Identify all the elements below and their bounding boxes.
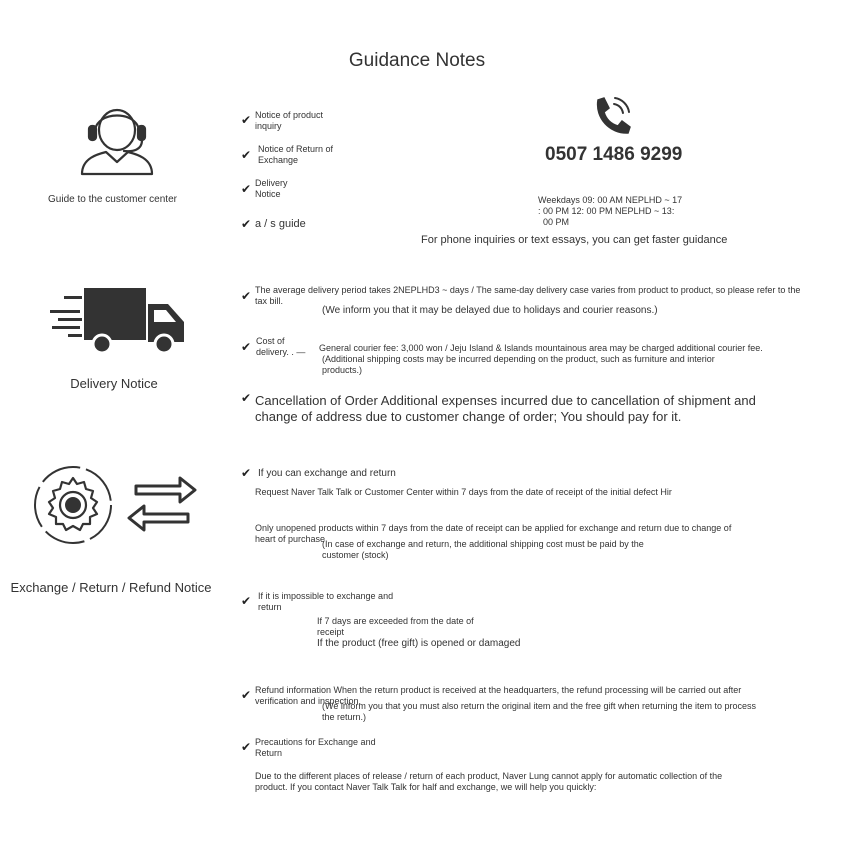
as-guide-item: a / s guide bbox=[255, 218, 306, 230]
check-icon: ✔ bbox=[241, 740, 252, 754]
product-inquiry-item: Notice of product inquiry bbox=[255, 110, 324, 131]
check-icon: ✔ bbox=[241, 113, 252, 127]
check-icon: ✔ bbox=[241, 594, 252, 608]
return-exchange-item: Notice of Return of Exchange bbox=[258, 144, 334, 165]
exceeded-text: If 7 days are exceeded from the date of receipt bbox=[317, 616, 474, 637]
delivery-cost-extra: (Additional shipping costs may be incurred depending on the product, such as furniture and interior products.) bbox=[322, 354, 715, 375]
request-text: Request Naver Talk Talk or Customer Center within 7 days from the date of receipt of the initial defect Hir bbox=[255, 487, 672, 497]
unopened-text: Only unopened products within 7 days from the date of receipt can be applied for exchange and return due to change of heart of purchase bbox=[255, 523, 732, 544]
refund-note: (We inform you that you must also return the original item and the free gift when returning the item to process the return.) bbox=[322, 701, 757, 722]
can-exchange-heading: If you can exchange and return bbox=[258, 468, 396, 479]
cancellation-note: Cancellation of Order Additional expenses incurred due to cancellation of shipment and change of address due to customer change of order; You should pay for it. bbox=[255, 393, 756, 424]
delivery-caption: Delivery Notice bbox=[70, 376, 158, 391]
hours-line-2: : 00 PM 12: 00 PM NEPLHD ~ 13: bbox=[538, 206, 675, 216]
precautions-text: Due to the different places of release / return of each product, Naver Lung cannot apply for automatic collection of the product. If you contact Naver Talk Talk for half and exchange, we will help you quickly: bbox=[255, 771, 723, 792]
check-icon: ✔ bbox=[241, 688, 252, 702]
headset-icon bbox=[78, 100, 156, 176]
delivery-notice-item: Delivery Notice bbox=[255, 178, 288, 199]
phone-note: For phone inquiries or text essays, you can get faster guidance bbox=[421, 234, 728, 246]
delivery-cost-text: General courier fee: 3,000 won / Jeju Island & Islands mountainous area may be charged additional courier fee. bbox=[319, 343, 763, 353]
hours-line-3: 00 PM bbox=[543, 217, 570, 227]
truck-icon bbox=[50, 286, 186, 354]
delivery-cost-label: Cost of delivery. . — bbox=[256, 336, 306, 357]
page-title bbox=[0, 50, 860, 72]
phone-number: 0507 1486 9299 bbox=[545, 144, 683, 165]
delivery-period: The average delivery period takes 2NEPLHD3 ~ days / The same-day delivery case varies from product to product, so please refer to the tax bill. bbox=[255, 285, 801, 306]
exchange-caption: Exchange / Return / Refund Notice bbox=[10, 580, 212, 595]
check-icon: ✔ bbox=[241, 148, 252, 162]
customer-center-caption: Guide to the customer center bbox=[48, 194, 177, 205]
refund-text: Refund information When the return product is received at the headquarters, the refund processing will be carried out after verification and inspection. bbox=[255, 685, 742, 706]
opened-text: If the product (free gift) is opened or damaged bbox=[317, 638, 521, 649]
gear-icon bbox=[32, 464, 114, 546]
phone-icon bbox=[590, 94, 632, 136]
check-icon: ✔ bbox=[241, 340, 252, 354]
exchange-arrows-icon bbox=[126, 476, 198, 534]
check-icon: ✔ bbox=[241, 466, 252, 480]
shipping-cost-text: (In case of exchange and return, the additional shipping cost must be paid by the customer (stock) bbox=[322, 539, 644, 560]
cannot-exchange-heading: If it is impossible to exchange and return bbox=[258, 591, 394, 612]
check-icon: ✔ bbox=[241, 289, 252, 303]
check-icon: ✔ bbox=[241, 182, 252, 196]
check-icon: ✔ bbox=[241, 217, 252, 231]
precautions-heading: Precautions for Exchange and Return bbox=[255, 737, 376, 758]
page-title-text: Guidance Notes bbox=[348, 50, 486, 71]
delay-note: (We inform you that it may be delayed due to holidays and courier reasons.) bbox=[322, 305, 658, 316]
check-icon: ✔ bbox=[241, 391, 252, 405]
hours-line-1: Weekdays 09: 00 AM NEPLHD ~ 17 bbox=[538, 195, 683, 205]
